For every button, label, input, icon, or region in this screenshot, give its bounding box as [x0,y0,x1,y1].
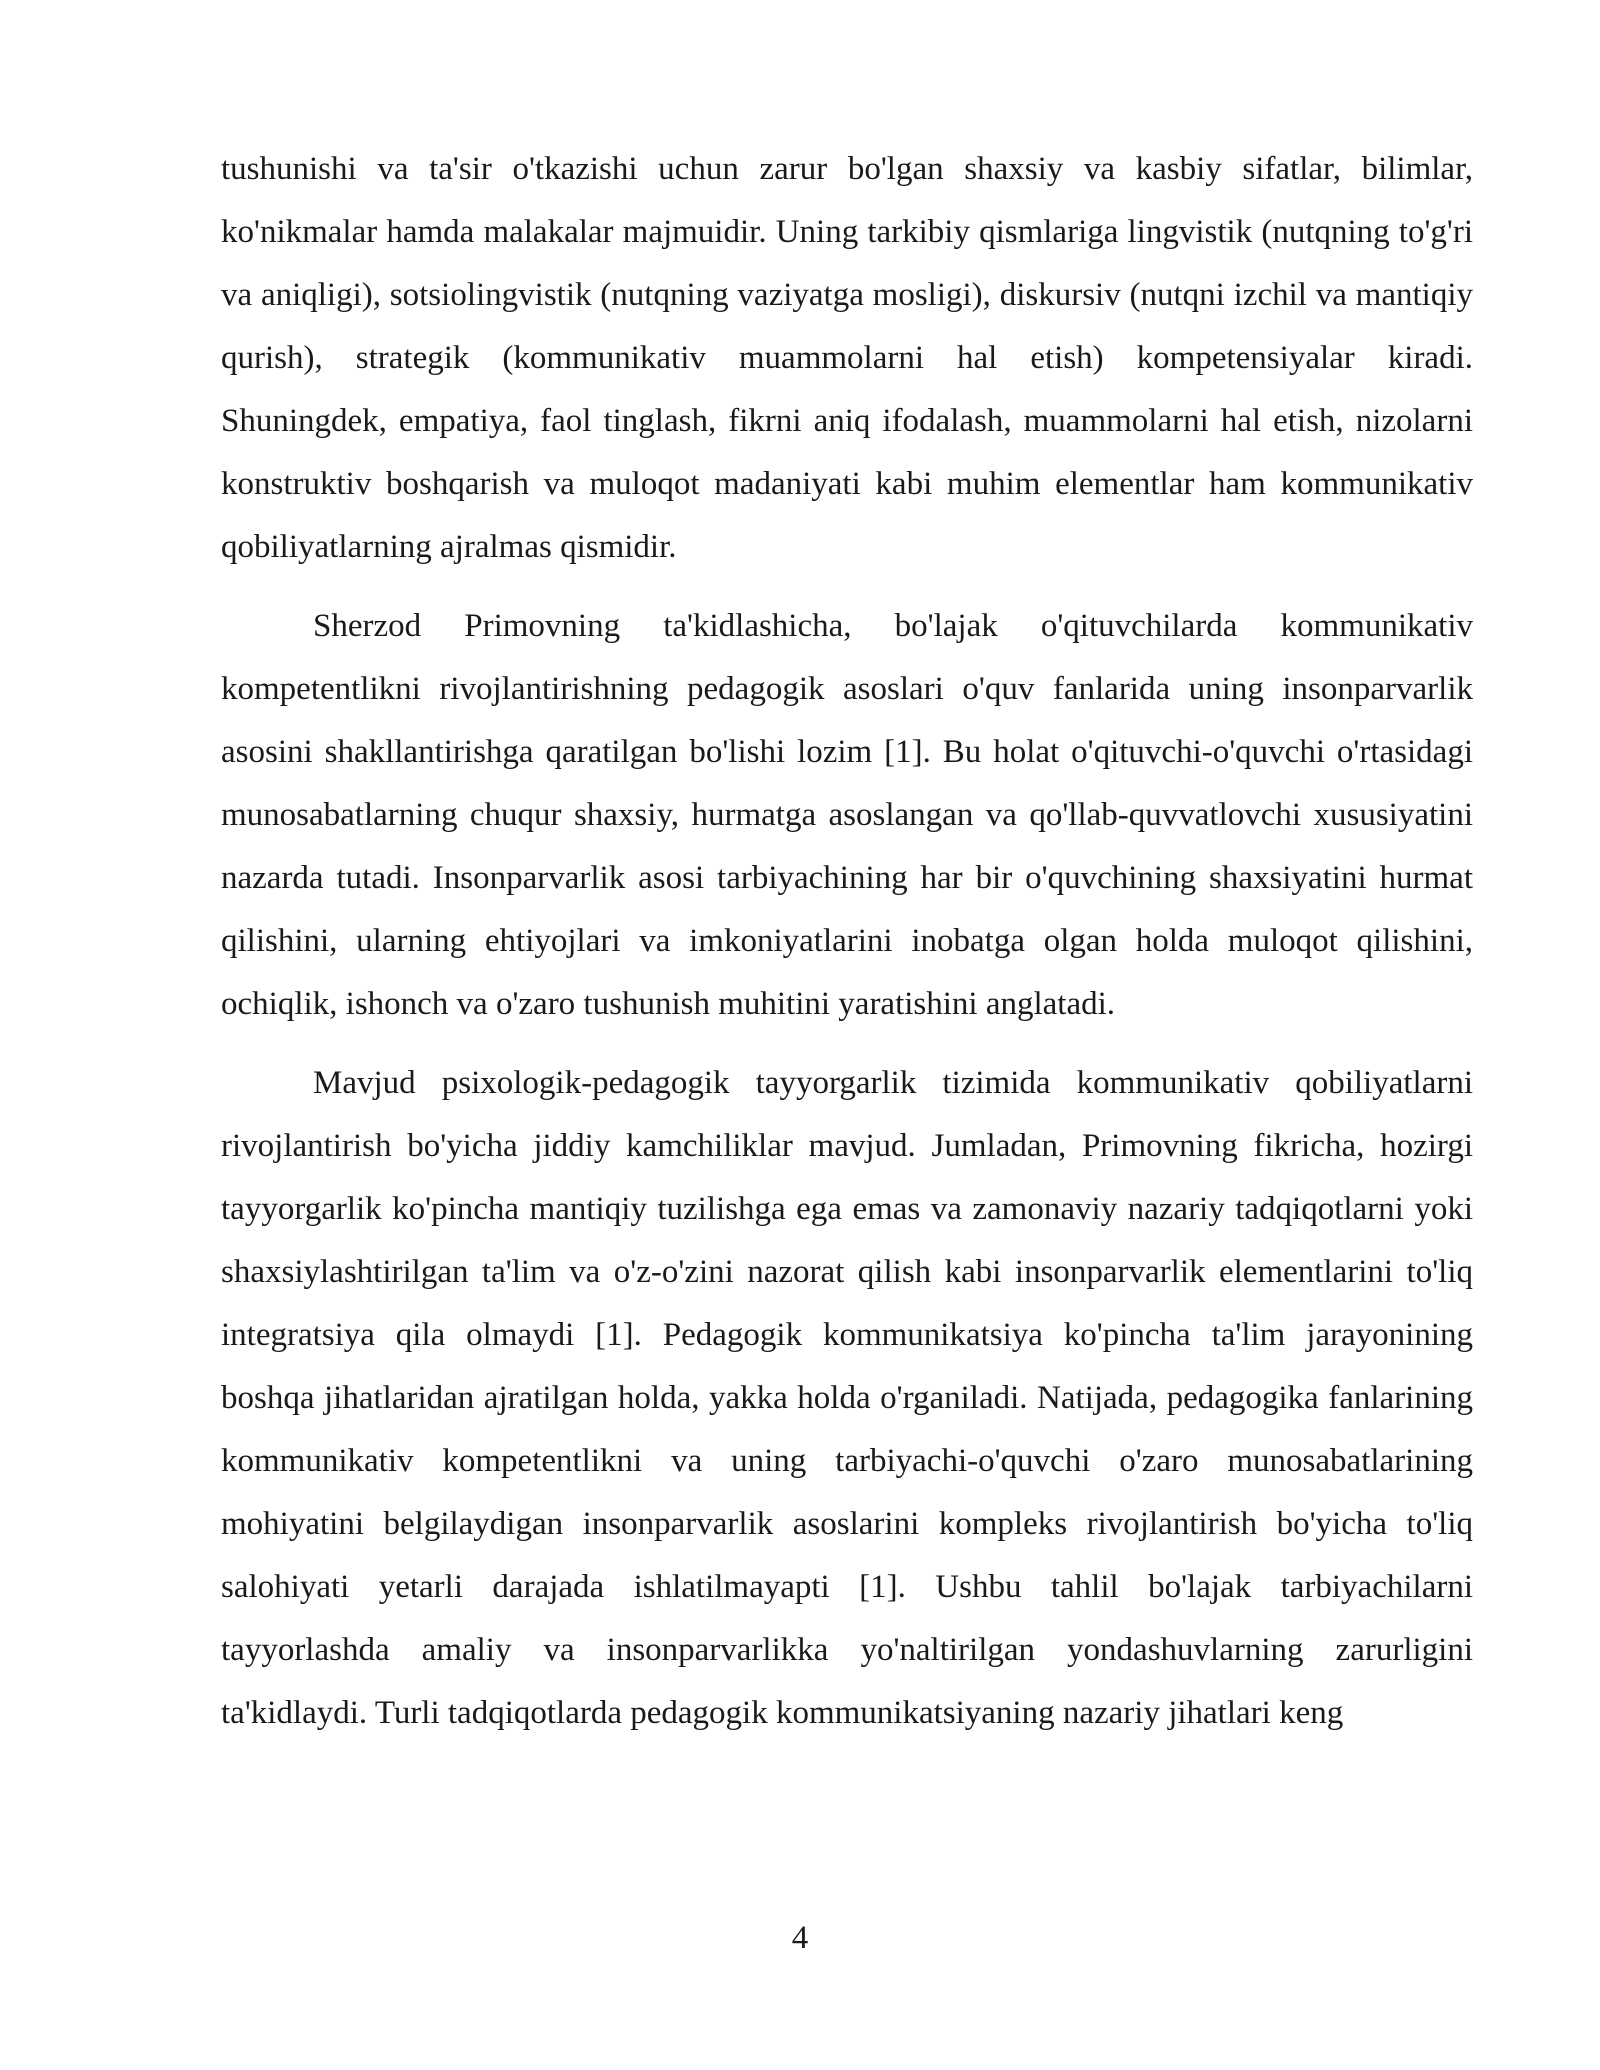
body-text [221,138,1473,1761]
paragraph-shortcomings: Mavjud psixologik-pedagogik tayyorgarlik tizimida kommunikativ qobiliyatlarni rivojlantirish bo'yicha jiddiy kamchiliklar mavjud. Jumladan, Primovning fikricha, hozirgi tayyorgarlik ko'pincha mantiqiy tuzilishga ega emas va zamonaviy nazariy tadqiqotlarni yoki shaxsiylashtirilgan ta'lim va o'z-o'zini nazorat qilish kabi insonparvarlik elementlarini to'liq integratsiya qila olmaydi [1]. Pedagogik kommunikatsiya ko'pincha ta'lim jarayonining boshqa jihatlaridan ajratilgan holda, yakka holda o'rganiladi. Natijada, pedagogika fanlarining kommunikativ kompetentlikni va uning tarbiyachi-o'quvchi o'zaro munosabatlarining mohiyatini belgilaydigan insonparvarlik asoslarini kompleks rivojlantirish bo'yicha to'liq salohiyati yetarli darajada ishlatilmayapti [1]. Ushbu tahlil bo'lajak tarbiyachilarni tayyorlashda amaliy va insonparvarlikka yo'naltirilgan yondashuvlarning zarurligini ta'kidlaydi. Turli tadqiqotlarda pedagogik kommunikatsiyaning nazariy jihatlari keng [221,1065,1473,1731]
paragraph-primov-opinion: Sherzod Primovning ta'kidlashicha, bo'lajak o'qituvchilarda kommunikativ kompetentlikni rivojlantirishning pedagogik asoslari o'quv fanlarida uning insonparvarlik asosini shakllantirishga qaratilgan bo'lishi lozim [1]. Bu holat o'qituvchi-o'quvchi o'rtasidagi munosabatlarning chuqur shaxsiy, hurmatga asoslangan va qo'llab-quvvatlovchi xususiyatini nazarda tutadi. Insonparvarlik asosi tarbiyachining har bir o'quvchining shaxsiyatini hurmat qilishini, ularning ehtiyojlari va imkoniyatlarini inobatga olgan holda muloqot qilishini, ochiqlik, ishonch va o'zaro tushunish muhitini yaratishini anglatadi. [221,608,1473,1022]
page-number: 4 [791,1920,809,1956]
paragraph-continuation: tushunishi va ta'sir o'tkazishi uchun zarur bo'lgan shaxsiy va kasbiy sifatlar, bilimlar, ko'nikmalar hamda malakalar majmuidir. Uning tarkibiy qismlariga lingvistik (nutqning to'g'ri va aniqligi), sotsiolingvistik (nutqning vaziyatga mosligi), diskursiv (nutqni izchil va mantiqiy qurish), strategik (kommunikativ muammolarni hal etish) kompetensiyalar kiradi. Shuningdek, empatiya, faol tinglash, fikrni aniq ifodalash, muammolarni hal etish, nizolarni konstruktiv boshqarish va muloqot madaniyati kabi muhim elementlar ham kommunikativ qobiliyatlarning ajralmas qismidir. [221,151,1473,565]
